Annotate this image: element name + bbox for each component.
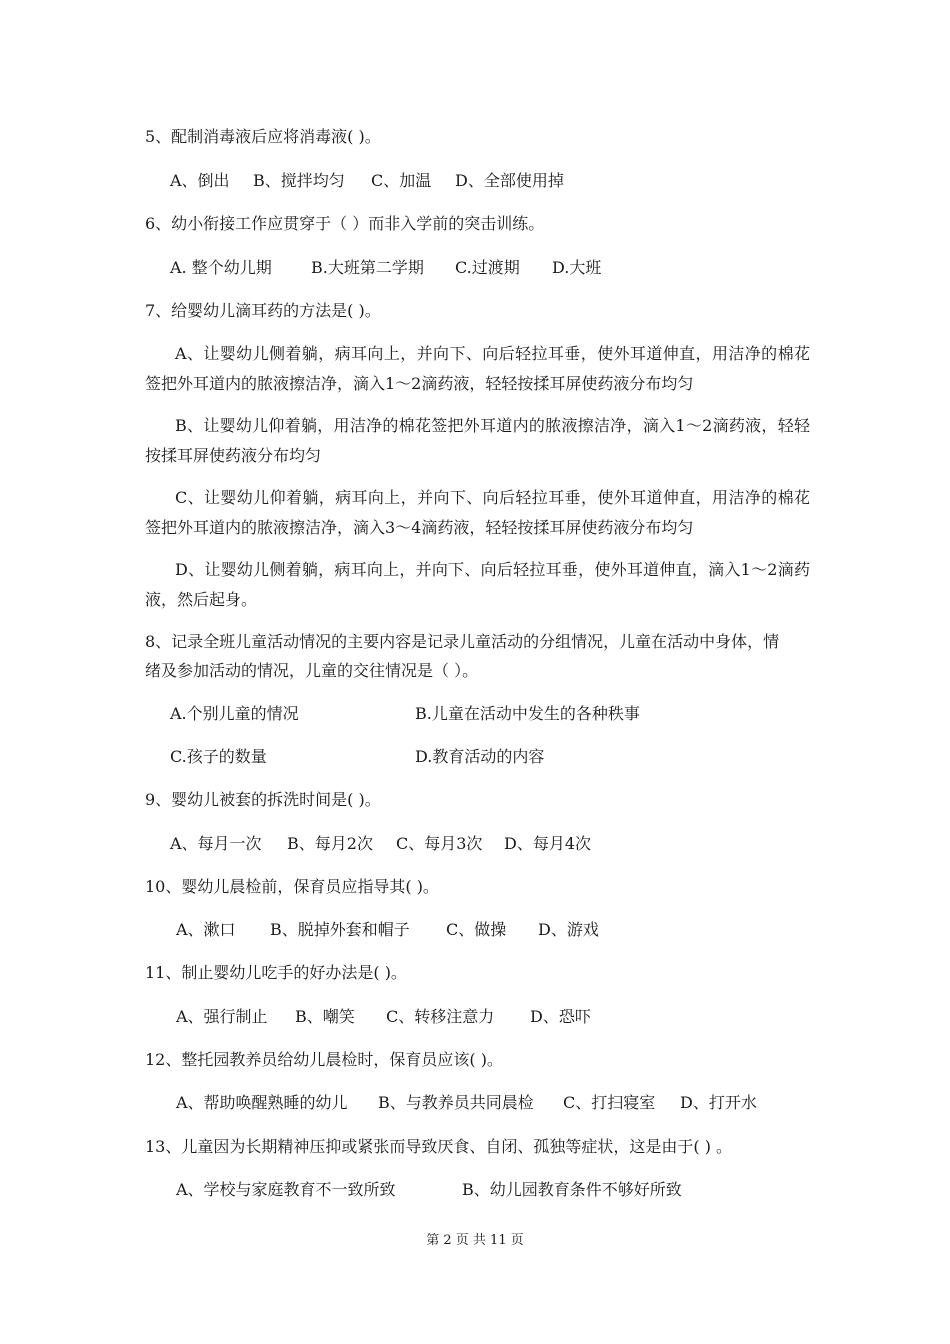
question-7-option-d: D、让婴幼儿侧着躺，病耳向上，并向下、向后轻拉耳垂，使外耳道伸直，滴入1～2滴药液，然后起身。 (145, 560, 810, 609)
question-10-option-c: C、做操 (446, 920, 507, 939)
question-9-option-d: D、每月4次 (504, 834, 592, 853)
question-13-option-b: B、幼儿园教育条件不够好所致 (462, 1180, 682, 1199)
question-10-option-d: D、游戏 (538, 920, 599, 939)
question-5-option-a: A、倒出 (170, 171, 230, 190)
question-7-stem: 7、给婴幼儿滴耳药的方法是( )。 (145, 301, 381, 320)
question-12-option-b: B、与教养员共同晨检 (378, 1093, 534, 1112)
question-7-option-a: A、让婴幼儿侧着躺，病耳向上，并向下、向后轻拉耳垂，使外耳道伸直，用洁净的棉花签把外耳道内的脓液擦洁净，滴入1～2滴药液，轻轻按揉耳屏使药液分布均匀 (145, 344, 810, 393)
question-8-stem-line-2: 绪及参加活动的情况，儿童的交往情况是（ ）。 (145, 661, 479, 680)
question-11-option-a: A、强行制止 (176, 1007, 268, 1026)
question-11-option-b: B、嘲笑 (295, 1007, 355, 1026)
question-11-option-d: D、恐吓 (530, 1007, 591, 1026)
question-12-option-d: D、打开水 (680, 1093, 757, 1112)
question-6-option-b: B.大班第二学期 (311, 258, 424, 277)
question-9-stem: 9、婴幼儿被套的拆洗时间是( )。 (145, 790, 381, 809)
question-10-stem: 10、婴幼儿晨检前，保育员应指导其( )。 (145, 877, 439, 896)
question-6-option-c: C.过渡期 (455, 258, 520, 277)
question-5-stem: 5、配制消毒液后应将消毒液( )。 (145, 127, 381, 146)
question-7-option-c: C、让婴幼儿仰着躺，病耳向上，并向下、向后轻拉耳垂，使外耳道伸直，用洁净的棉花签把外耳道内的脓液擦洁净，滴入3～4滴药液，轻轻按揉耳屏使药液分布均匀 (145, 488, 810, 537)
question-11-option-c: C、转移注意力 (386, 1007, 495, 1026)
question-10-option-a: A、漱口 (176, 920, 236, 939)
question-8-option-c: C.孩子的数量 (170, 747, 267, 766)
question-5-option-b: B、搅拌均匀 (253, 171, 345, 190)
question-13-option-a: A、学校与家庭教育不一致所致 (176, 1180, 396, 1199)
question-6-option-d: D.大班 (552, 258, 602, 277)
question-7-option-b: B、让婴幼儿仰着躺，用洁净的棉花签把外耳道内的脓液擦洁净，滴入1～2滴药液，轻轻按揉耳屏使药液分布均匀 (145, 416, 810, 465)
question-13-stem: 13、儿童因为长期精神压抑或紧张而导致厌食、自闭、孤独等症状，这是由于( ) 。 (145, 1137, 733, 1156)
question-10-option-b: B、脱掉外套和帽子 (270, 920, 410, 939)
page-number-footer: 第 2 页 共 11 页 (426, 1233, 524, 1248)
question-6-stem: 6、幼小衔接工作应贯穿于（ ）而非入学前的突击训练。 (145, 214, 545, 233)
question-8-option-d: D.教育活动的内容 (415, 747, 545, 766)
question-9-option-a: A、每月一次 (170, 834, 262, 853)
question-6-option-a: A. 整个幼儿期 (170, 258, 272, 277)
question-5-option-d: D、全部使用掉 (455, 171, 564, 190)
question-8-option-b: B.儿童在活动中发生的各种秩事 (415, 704, 640, 723)
question-8-stem-line-1: 8、记录全班儿童活动情况的主要内容是记录儿童活动的分组情况，儿童在活动中身体，情 (145, 632, 780, 651)
question-8-option-a: A.个别儿童的情况 (170, 704, 299, 723)
question-9-option-b: B、每月2次 (287, 834, 373, 853)
question-12-option-c: C、打扫寝室 (563, 1093, 656, 1112)
question-12-option-a: A、帮助唤醒熟睡的幼儿 (176, 1093, 348, 1112)
question-5-option-c: C、加温 (371, 171, 432, 190)
question-12-stem: 12、整托园教养员给幼儿晨检时，保育员应该( )。 (145, 1050, 503, 1069)
question-9-option-c: C、每月3次 (396, 834, 483, 853)
question-11-stem: 11、制止婴幼儿吃手的好办法是( )。 (145, 963, 407, 982)
